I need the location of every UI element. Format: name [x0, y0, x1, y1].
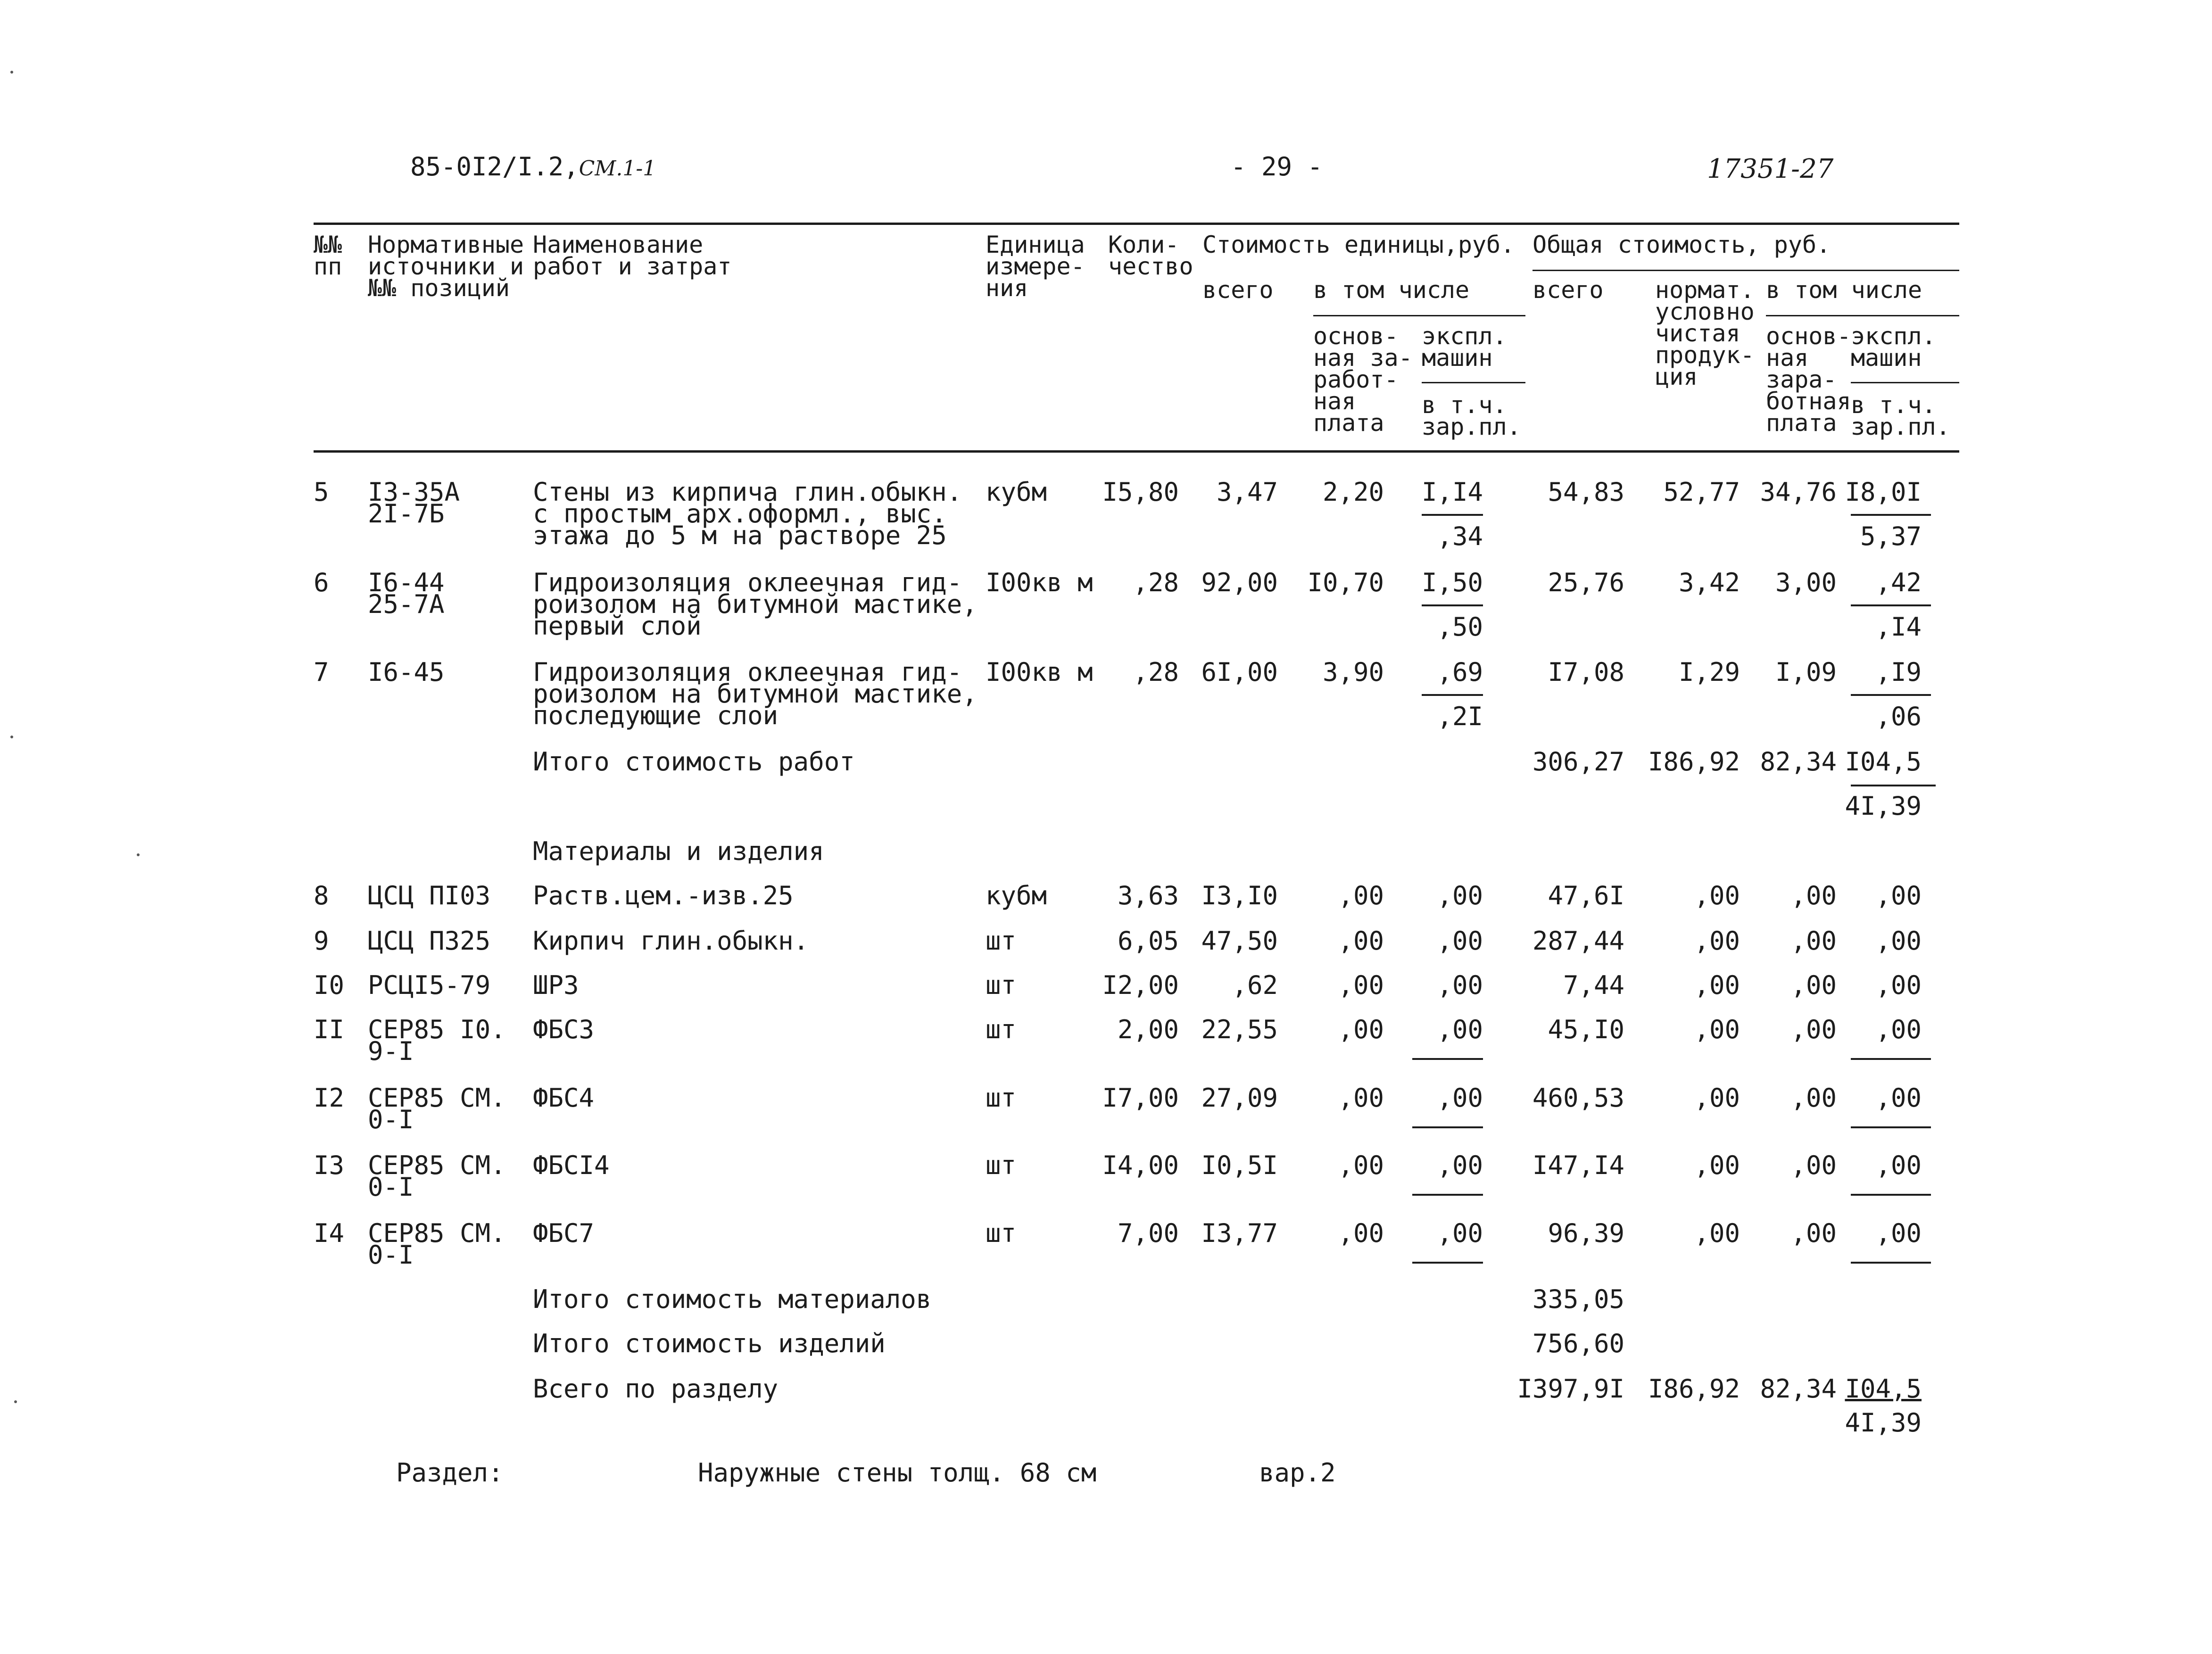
material-unit: шт [986, 1015, 1017, 1044]
header-unit: Единица [986, 231, 1085, 258]
material-total-wage: ,00 [1790, 970, 1837, 1000]
subtotal-value: 335,05 [1532, 1284, 1624, 1314]
material-name: ФБС4 [533, 1083, 595, 1113]
row-unit-wage: I0,70 [1307, 568, 1384, 597]
header-row-number: №№ [314, 231, 342, 258]
header-machine-operation: экспл. [1422, 323, 1507, 350]
row-unit: кубм [986, 477, 1047, 507]
header-machine-wage: в т.ч. [1851, 391, 1936, 419]
fraction-line [1851, 694, 1931, 696]
material-unit: шт [986, 926, 1017, 956]
material-net-production: ,00 [1694, 1083, 1740, 1113]
material-unit-total: 47,50 [1201, 926, 1278, 956]
material-source: СЕР85 СМ. [368, 1150, 506, 1180]
material-quantity: 2,00 [1117, 1015, 1179, 1044]
header-machine-wage: зар.пл. [1422, 413, 1521, 440]
header-base-wage: ная [1766, 344, 1809, 372]
header-net-production: ция [1655, 363, 1698, 390]
fraction-line [1422, 514, 1483, 516]
row-unit-machine-wage: ,50 [1437, 612, 1483, 642]
works-total-machine: I04,5 [1845, 747, 1922, 777]
row-net-production: 52,77 [1663, 477, 1740, 507]
material-unit: шт [986, 1218, 1017, 1248]
header-including: в том числе [1766, 276, 1922, 304]
material-unit-wage: ,00 [1338, 1015, 1384, 1044]
material-unit-machine: ,00 [1437, 1218, 1483, 1248]
header-base-wage: ная за- [1313, 344, 1413, 372]
row-work-name: Гидроизоляция оклеечная гид- [533, 657, 962, 687]
archive-number: 17351-27 [1707, 154, 1834, 184]
row-total: 54,83 [1548, 477, 1624, 507]
fraction-line [1851, 604, 1931, 606]
material-unit-machine: ,00 [1437, 1015, 1483, 1044]
row-work-name: Гидроизоляция оклеечная гид- [533, 568, 962, 597]
material-quantity: 7,00 [1117, 1218, 1179, 1248]
header-machine-wage: зар.пл. [1851, 413, 1950, 440]
fraction-line [1851, 1058, 1931, 1060]
material-unit-total: ,62 [1232, 970, 1278, 1000]
material-row-number: I3 [314, 1150, 345, 1180]
header-machine-operation: экспл. [1851, 323, 1936, 350]
material-unit: шт [986, 970, 1017, 1000]
material-name: Кирпич глин.обыкн. [533, 926, 809, 956]
material-unit-wage: ,00 [1338, 1150, 1384, 1180]
header-machine-wage: в т.ч. [1422, 391, 1507, 419]
material-source: ЦСЦ П325 [368, 926, 491, 956]
scan-speck [14, 1400, 17, 1403]
table-top-rule [314, 223, 1959, 225]
material-total-wage: ,00 [1790, 1218, 1837, 1248]
material-unit-machine: ,00 [1437, 1083, 1483, 1113]
subtotal-label: Итого стоимость изделий [533, 1329, 886, 1358]
row-net-production: I,29 [1678, 657, 1740, 687]
section-title: Наружные стены толщ. 68 см [698, 1458, 1097, 1488]
material-quantity: 6,05 [1117, 926, 1179, 956]
subtotal-label: Итого стоимость материалов [533, 1284, 932, 1314]
material-unit-total: 22,55 [1201, 1015, 1278, 1044]
material-unit-machine: ,00 [1437, 926, 1483, 956]
scan-speck [10, 71, 13, 74]
row-work-name: роизолом на битумной мастике, [533, 679, 978, 709]
material-row-number: I2 [314, 1083, 345, 1113]
material-total: 45,I0 [1548, 1015, 1624, 1044]
header-machine-operation: машин [1851, 344, 1922, 372]
header-row-number: пп [314, 253, 342, 280]
fraction-line [1412, 1262, 1483, 1264]
material-name: Раств.цем.-изв.25 [533, 881, 794, 910]
row-work-name: последующие слои [533, 701, 779, 730]
material-total: 287,44 [1532, 926, 1624, 956]
row-source: 2I-7Б [368, 499, 445, 529]
material-unit-wage: ,00 [1338, 1218, 1384, 1248]
works-total-value: 306,27 [1532, 747, 1624, 777]
material-net-production: ,00 [1694, 1218, 1740, 1248]
material-row-number: 8 [314, 881, 329, 910]
header-net-production: продук- [1655, 341, 1755, 369]
header-base-wage: зара- [1766, 366, 1837, 393]
header-normative-source: Нормативные [368, 231, 524, 258]
section-variant: вар.2 [1259, 1458, 1336, 1488]
fraction-line [1851, 514, 1931, 516]
header-quantity: Коли- [1108, 231, 1179, 258]
fraction-line [1412, 1058, 1483, 1060]
material-total-wage: ,00 [1790, 926, 1837, 956]
material-unit: шт [986, 1083, 1017, 1113]
header-normative-source: №№ позиций [368, 274, 510, 302]
row-work-name: этажа до 5 м на растворе 25 [533, 521, 947, 550]
document-code: 85-0I2/I.2,СМ.1-1 [410, 152, 656, 182]
material-unit-total: I3,77 [1201, 1218, 1278, 1248]
material-source: СЕР85 СМ. [368, 1083, 506, 1113]
material-net-production: ,00 [1694, 1150, 1740, 1180]
header-rule [1851, 382, 1959, 383]
header-unit: измере- [986, 253, 1085, 280]
row-total-wage: 3,00 [1775, 568, 1837, 597]
header-rule [1313, 315, 1525, 316]
header-work-name: Наименование [533, 231, 704, 258]
header-including: в том числе [1313, 276, 1470, 304]
header-base-wage: плата [1313, 409, 1384, 437]
material-net-production: ,00 [1694, 881, 1740, 910]
section-label: Раздел: [396, 1458, 504, 1488]
header-net-production: чистая [1655, 320, 1740, 347]
material-unit-total: I3,I0 [1201, 881, 1278, 910]
fraction-line [1412, 1194, 1483, 1196]
row-quantity: ,28 [1133, 657, 1179, 687]
row-unit-wage: 2,20 [1322, 477, 1384, 507]
material-total-wage: ,00 [1790, 1150, 1837, 1180]
header-unit-total: всего [1202, 276, 1274, 304]
header-normative-source: источники и [368, 253, 524, 280]
header-unit: ния [986, 274, 1028, 302]
row-total-machine-wage: 5,37 [1860, 521, 1922, 551]
fraction-line [1422, 694, 1483, 696]
section-total-wage: 82,34 [1760, 1374, 1837, 1404]
materials-section-title: Материалы и изделия [533, 836, 824, 866]
fraction-line [1851, 785, 1936, 786]
material-total-wage: ,00 [1790, 881, 1837, 910]
row-unit: I00кв м [986, 657, 1093, 687]
material-total: 47,6I [1548, 881, 1624, 910]
material-total-machine: ,00 [1875, 926, 1922, 956]
row-net-production: 3,42 [1678, 568, 1740, 597]
scan-speck [10, 736, 13, 738]
section-total-machine-wage: 4I,39 [1845, 1408, 1922, 1438]
row-unit: I00кв м [986, 568, 1093, 597]
row-unit-total: 92,00 [1201, 568, 1278, 597]
header-base-wage: основ- [1313, 323, 1399, 350]
row-source: I6-45 [368, 657, 445, 687]
subtotal-value: 756,60 [1532, 1329, 1624, 1358]
fraction-line [1412, 1126, 1483, 1128]
material-name: ФБСI4 [533, 1150, 610, 1180]
material-row-number: I4 [314, 1218, 345, 1248]
header-net-production: нормат. [1655, 276, 1755, 304]
material-total-machine: ,00 [1875, 1150, 1922, 1180]
row-total: I7,08 [1548, 657, 1624, 687]
works-total-net: I86,92 [1648, 747, 1740, 777]
material-unit-wage: ,00 [1338, 926, 1384, 956]
material-total: 7,44 [1563, 970, 1624, 1000]
material-total-machine: ,00 [1875, 1218, 1922, 1248]
header-base-wage: плата [1766, 409, 1837, 437]
material-row-number: II [314, 1015, 345, 1044]
fraction-line [1851, 1194, 1931, 1196]
material-net-production: ,00 [1694, 1015, 1740, 1044]
material-name: ШРЗ [533, 970, 579, 1000]
material-unit-wage: ,00 [1338, 970, 1384, 1000]
works-total-label: Итого стоимость работ [533, 747, 855, 777]
header-base-wage: работ- [1313, 366, 1399, 393]
material-total-wage: ,00 [1790, 1083, 1837, 1113]
header-base-wage: ботная [1766, 388, 1851, 415]
material-unit-wage: ,00 [1338, 1083, 1384, 1113]
material-total-machine: ,00 [1875, 1083, 1922, 1113]
material-unit-total: I0,5I [1201, 1150, 1278, 1180]
row-total-wage: 34,76 [1760, 477, 1837, 507]
material-total-machine: ,00 [1875, 970, 1922, 1000]
material-total-machine: ,00 [1875, 1015, 1922, 1044]
section-total-label: Всего по разделу [533, 1374, 779, 1404]
material-total-wage: ,00 [1790, 1015, 1837, 1044]
row-total-machine: ,I9 [1875, 657, 1922, 687]
fraction-line [1851, 1262, 1931, 1264]
material-unit-machine: ,00 [1437, 970, 1483, 1000]
row-total-machine-wage: ,06 [1875, 702, 1922, 731]
material-source: ЦСЦ ПI03 [368, 881, 491, 910]
material-source: СЕР85 I0. [368, 1015, 506, 1044]
page-number: - 29 - [1231, 152, 1323, 182]
header-net-production: условно [1655, 298, 1755, 325]
row-unit-machine: I,I4 [1421, 477, 1483, 507]
header-unit-cost: Стоимость единицы,руб. [1202, 231, 1515, 258]
row-source: I6-44 [368, 568, 445, 597]
row-number: 5 [314, 477, 329, 507]
material-unit-machine: ,00 [1437, 1150, 1483, 1180]
material-source: 9-I [368, 1036, 414, 1066]
section-total-value: I397,9I [1517, 1374, 1624, 1404]
row-work-name: Стены из кирпича глин.обыкн. [533, 477, 962, 507]
works-total-machine-wage: 4I,39 [1845, 791, 1922, 821]
material-total: 460,53 [1532, 1083, 1624, 1113]
row-source: 25-7А [368, 589, 445, 619]
row-unit-machine-wage: ,2I [1437, 702, 1483, 731]
material-net-production: ,00 [1694, 926, 1740, 956]
header-base-wage: основ- [1766, 323, 1851, 350]
row-total-machine: I8,0I [1845, 477, 1922, 507]
scan-speck [137, 853, 140, 856]
row-total: 25,76 [1548, 568, 1624, 597]
header-total-cost: Общая стоимость, руб. [1533, 231, 1831, 258]
header-base-wage: ная [1313, 388, 1356, 415]
works-total-wage: 82,34 [1760, 747, 1837, 777]
material-quantity: 3,63 [1117, 881, 1179, 910]
section-total-machine: I04,5 [1845, 1374, 1922, 1404]
material-unit-total: 27,09 [1201, 1083, 1278, 1113]
material-source: 0-I [368, 1240, 414, 1270]
material-row-number: I0 [314, 970, 345, 1000]
header-machine-operation: машин [1422, 344, 1493, 372]
row-total-machine: ,42 [1875, 568, 1922, 597]
material-quantity: I4,00 [1102, 1150, 1179, 1180]
header-work-name: работ и затрат [533, 253, 732, 280]
section-total-net: I86,92 [1648, 1374, 1740, 1404]
material-total: I47,I4 [1532, 1150, 1624, 1180]
row-total-machine-wage: ,I4 [1875, 612, 1922, 642]
row-work-name: роизолом на битумной мастике, [533, 589, 978, 619]
material-source: РСЦI5-79 [368, 970, 491, 1000]
material-name: ФБС7 [533, 1218, 595, 1248]
material-total-machine: ,00 [1875, 881, 1922, 910]
material-total: 96,39 [1548, 1218, 1624, 1248]
row-source: I3-35А [368, 477, 460, 507]
row-quantity: I5,80 [1102, 477, 1179, 507]
header-quantity: чество [1108, 253, 1193, 280]
row-unit-machine: I,50 [1421, 568, 1483, 597]
material-quantity: I2,00 [1102, 970, 1179, 1000]
row-work-name: первый слой [533, 611, 702, 641]
table-header-bottom-rule [314, 450, 1959, 453]
material-unit: кубм [986, 881, 1047, 910]
material-net-production: ,00 [1694, 970, 1740, 1000]
header-total-total: всего [1533, 276, 1604, 304]
header-rule [1766, 315, 1959, 316]
row-work-name: с простым арх.оформл., выс. [533, 499, 947, 529]
header-rule [1422, 382, 1525, 383]
row-unit-total: 3,47 [1216, 477, 1278, 507]
material-source: СЕР85 СМ. [368, 1218, 506, 1248]
material-unit-machine: ,00 [1437, 881, 1483, 910]
header-rule [1533, 270, 1959, 271]
row-quantity: ,28 [1133, 568, 1179, 597]
material-name: ФБС3 [533, 1015, 595, 1044]
row-unit-total: 6I,00 [1201, 657, 1278, 687]
row-unit-wage: 3,90 [1322, 657, 1384, 687]
fraction-line [1422, 604, 1483, 606]
row-number: 7 [314, 657, 329, 687]
row-unit-machine: ,69 [1437, 657, 1483, 687]
row-number: 6 [314, 568, 329, 597]
material-source: 0-I [368, 1105, 414, 1134]
fraction-line [1851, 1126, 1931, 1128]
material-unit: шт [986, 1150, 1017, 1180]
material-quantity: I7,00 [1102, 1083, 1179, 1113]
row-total-wage: I,09 [1775, 657, 1837, 687]
material-source: 0-I [368, 1172, 414, 1202]
material-row-number: 9 [314, 926, 329, 956]
material-unit-wage: ,00 [1338, 881, 1384, 910]
row-unit-machine-wage: ,34 [1437, 521, 1483, 551]
